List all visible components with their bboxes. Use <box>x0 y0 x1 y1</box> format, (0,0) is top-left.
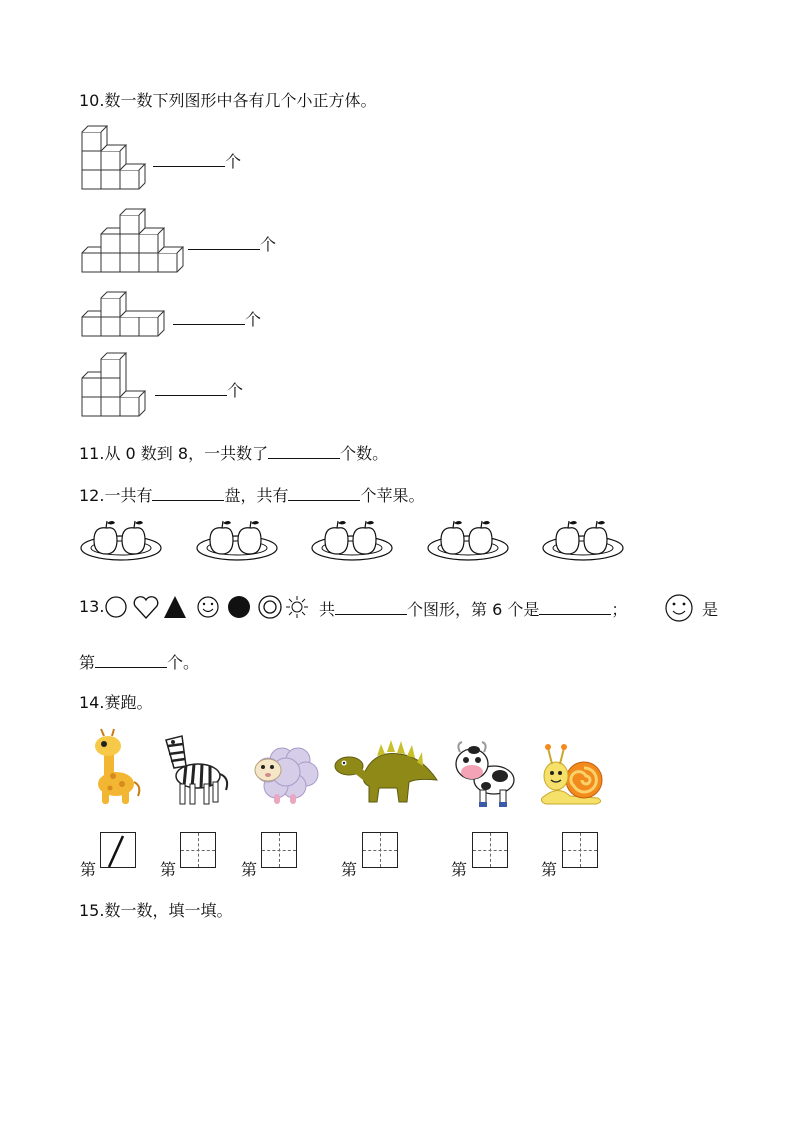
answer-blank[interactable] <box>173 308 245 325</box>
rank-label: 第 <box>341 860 358 879</box>
answer-blank[interactable] <box>155 379 227 396</box>
cube-figure-3 <box>82 291 172 339</box>
rank-box-sheep[interactable] <box>261 832 297 868</box>
sun-shape <box>286 596 308 618</box>
cube-figure-4 <box>82 353 152 419</box>
snail-icon <box>538 740 608 808</box>
double-circle-shape <box>259 596 281 618</box>
answer-blank[interactable] <box>335 598 407 615</box>
rank-box-zebra[interactable] <box>180 832 216 868</box>
answer-blank[interactable] <box>153 150 225 167</box>
plate-with-apples-icon <box>426 518 510 564</box>
dinosaur-icon <box>333 736 441 808</box>
answer-blank[interactable] <box>288 484 360 501</box>
rank-box-snail[interactable] <box>562 832 598 868</box>
giraffe-icon <box>86 726 146 808</box>
answer-blank[interactable] <box>539 598 611 615</box>
q13-line2: 第 个。 <box>79 653 200 672</box>
cube-figure-1 <box>82 126 152 192</box>
q10-row2-answer: 个 <box>188 232 276 255</box>
zebra-icon <box>156 728 234 808</box>
rank-label: 第 <box>80 860 97 879</box>
q10-row1-answer: 个 <box>153 149 241 172</box>
q10-row3-answer: 个 <box>173 307 261 330</box>
cube-figure-2 <box>82 209 192 275</box>
q14-title: 14.赛跑。 <box>79 693 153 712</box>
q13-number: 13. <box>79 597 105 616</box>
q12: 12.一共有 盘，共有 个苹果。 <box>79 486 425 505</box>
rank-label: 第 <box>160 860 177 879</box>
rank-label: 第 <box>541 860 558 879</box>
q11: 11.从 0 数到 8，一共数了 个数。 <box>79 444 389 463</box>
q10-row4-answer: 个 <box>155 378 243 401</box>
sheep-icon <box>246 736 320 808</box>
smiley-icon <box>664 593 694 623</box>
plate-with-apples-icon <box>310 518 394 564</box>
rank-label: 第 <box>241 860 258 879</box>
answer-blank[interactable] <box>152 484 224 501</box>
shape-sequence <box>104 593 314 623</box>
q13-line1: 共 个图形，第 6 个是 ； <box>319 600 628 619</box>
heart-shape <box>134 597 158 618</box>
answer-blank[interactable] <box>95 651 167 668</box>
rank-box-cow[interactable] <box>472 832 508 868</box>
circle-shape <box>106 597 126 617</box>
q13-shi: 是 <box>702 600 719 619</box>
q10-title: 10.数一数下列图形中各有几个小正方体。 <box>79 91 377 110</box>
smiley-shape <box>198 597 218 617</box>
rank-box-giraffe[interactable] <box>100 832 136 868</box>
plate-with-apples-icon <box>541 518 625 564</box>
rank-box-dinosaur[interactable] <box>362 832 398 868</box>
filled-circle-shape <box>228 596 250 618</box>
q15-title: 15.数一数，填一填。 <box>79 901 233 920</box>
plate-with-apples-icon <box>79 518 163 564</box>
plate-with-apples-icon <box>195 518 279 564</box>
answer-blank[interactable] <box>188 233 260 250</box>
answer-blank[interactable] <box>268 442 340 459</box>
rank-label: 第 <box>451 860 468 879</box>
triangle-shape <box>164 596 186 618</box>
cow-icon <box>452 738 522 810</box>
